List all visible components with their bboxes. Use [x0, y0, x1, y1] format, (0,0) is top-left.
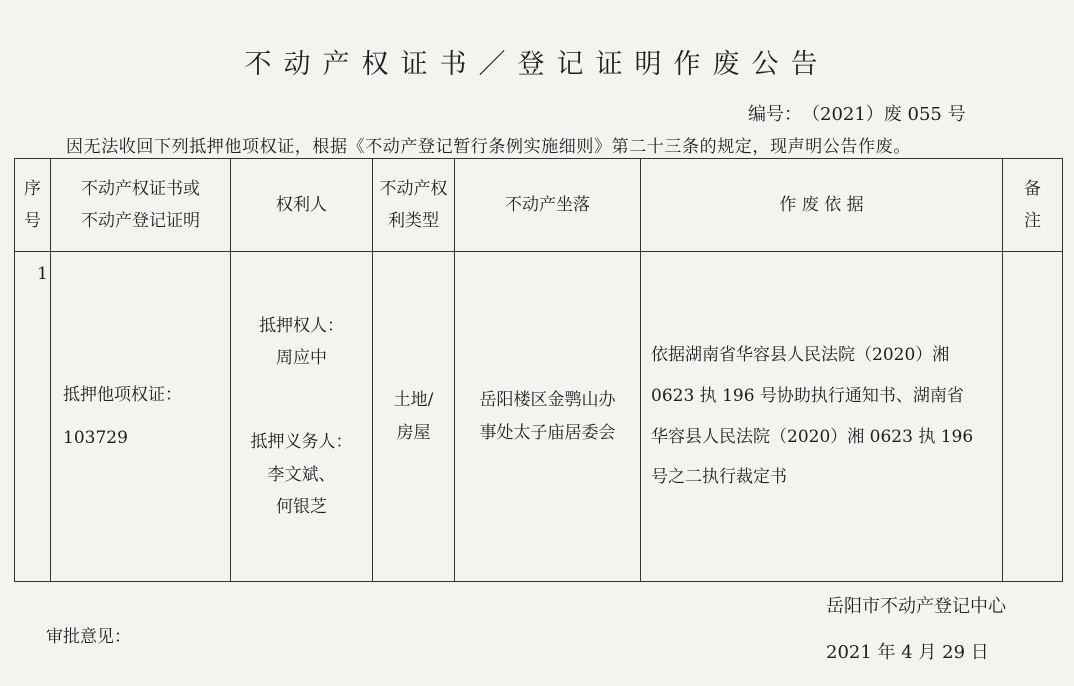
page-title: 不动产权证书／登记证明作废公告: [244, 49, 830, 80]
issuer-name: 岳阳市不动产登记中心: [826, 596, 1006, 617]
table-header-row: [15, 159, 1063, 252]
document-number: 编号： （2021）废 055 号: [748, 104, 966, 125]
header-seq: 序 号: [15, 159, 51, 252]
announcement-table: [14, 158, 1063, 582]
header-cert: 不动产权证书或 不动产登记证明: [51, 159, 231, 252]
mortgagor-label: 抵押义务人：: [250, 432, 353, 453]
row-location: 岳阳楼区金鹗山办 事处太子庙居委会: [455, 252, 641, 582]
approval-label: 审批意见：: [46, 627, 131, 647]
issue-date: 2021 年 4 月 29 日: [826, 642, 989, 663]
row-right-type: 土地/ 房屋: [373, 252, 455, 582]
mortgagee-label: 抵押权人：: [259, 315, 344, 336]
mortgagee-name: 周应中: [276, 348, 327, 369]
row-remarks: [1003, 252, 1063, 582]
header-remarks: 备 注: [1003, 159, 1063, 252]
header-right-type: 不动产权 利类型: [373, 159, 455, 252]
header-holder: 权利人: [231, 159, 373, 252]
intro-text: 因无法收回下列抵押他项权证，根据《不动产登记暂行条例实施细则》第二十三条的规定，现声明公告作废。: [66, 137, 911, 157]
mortgagor-name: 李文斌、: [267, 464, 336, 485]
row-cert: 抵押他项权证： 103729: [51, 252, 231, 582]
row-basis: 依据湖南省华容县人民法院（2020）湘 0623 执 196 号协助执行通知书、湖南省 华容县人民法院（2020）湘 0623 执 196 号之二执行裁定书: [641, 252, 1003, 582]
header-location: 不动产坐落: [455, 159, 641, 252]
table-row: [15, 252, 1063, 582]
header-basis: 作 废 依 据: [641, 159, 1003, 252]
mortgagor-name: 何银芝: [276, 496, 327, 517]
row-seq: 1: [15, 252, 51, 582]
row-holder: [231, 252, 373, 582]
